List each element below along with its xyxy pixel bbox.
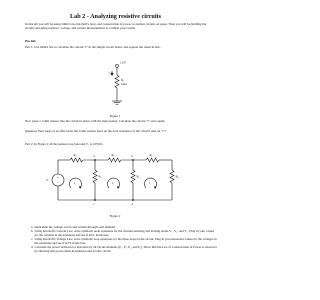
task-item-a: a. Determine the voltage across and current through each element. bbox=[34, 226, 218, 230]
resistor-r5 bbox=[146, 158, 159, 162]
node-label-c: c bbox=[93, 202, 95, 206]
task-list bbox=[25, 226, 218, 255]
resistor-name-label: R₁ bbox=[121, 78, 125, 82]
resistor-r1 bbox=[70, 158, 83, 162]
resistor-value-label: 1kΩ bbox=[121, 82, 127, 86]
r2-label: R₂ bbox=[98, 174, 102, 179]
loop-arrowhead-2 bbox=[117, 186, 120, 189]
loop-arrowhead-3 bbox=[154, 186, 157, 189]
resistor-r3 bbox=[108, 158, 121, 162]
r5-label: R₅ bbox=[149, 153, 153, 157]
figure2-caption: Figure 2 bbox=[109, 214, 121, 218]
r4-label: R₄ bbox=[136, 174, 140, 179]
node-dot-c bbox=[94, 199, 96, 201]
node-label-a: a bbox=[93, 153, 95, 158]
resistor-r4 bbox=[131, 170, 135, 183]
task-item-c: c. Using Kirchoff's Voltage Law, write symbolic loop equations for the three loops in the circuit. Plug in your measured values for the voltages in the equations and see if KVL holds true. bbox=[34, 238, 218, 246]
node-dot-b bbox=[132, 159, 134, 161]
task-item-d: d. Calculate the power delivered or absorbed by all circuit elements (P₁, P₂, P₃, and P₄). Show that the Law of Conservation of Power is observed by showing that power sums in sinusoid state for the circuit. bbox=[34, 246, 218, 254]
part1b-paragraph: Now place a 1ohm resistor into the circuit in series with the 1kΩ resistor. Calculate the current "i" once again. bbox=[25, 119, 166, 123]
question-paragraph: Question: How large of an effect does the 1ohm resistor have on the total resistance of the circuit? And on "i"? bbox=[25, 129, 166, 133]
source-minus: − bbox=[57, 181, 60, 186]
source-terminal bbox=[116, 65, 119, 68]
current-arrowhead bbox=[108, 70, 113, 75]
figure2-circuit bbox=[40, 150, 190, 212]
figure1-caption: Figure 1 bbox=[109, 114, 121, 118]
r6-label: R₆ bbox=[175, 174, 179, 179]
resistor-r1 bbox=[115, 75, 119, 88]
node-label-b: b bbox=[131, 153, 134, 158]
intro-paragraph: In this lab you will be using Ohm's law, Kirchoff's laws, and conservation of power to analyze circuits on paper. Then you will be building the circuits and using resistors, voltage, and current measurements to confirm your results. bbox=[25, 22, 207, 30]
resistor-r6 bbox=[170, 170, 174, 183]
node-dot-a bbox=[94, 159, 96, 161]
source-plus: + bbox=[56, 175, 59, 180]
r1-label: R₁ bbox=[73, 153, 77, 157]
part2-paragraph: Part 2: In Figure 2 all the resistors are 1kΩ and V₁ is 10VDC. bbox=[25, 142, 104, 146]
loop-label-3: i₃ bbox=[149, 181, 151, 185]
prelab-heading: Pre-lab: bbox=[25, 39, 37, 43]
r3-label: R₃ bbox=[111, 153, 115, 157]
loop-arrowhead-1 bbox=[79, 186, 82, 189]
page-title: Lab 2 - Analyzing resistive circuits bbox=[69, 13, 162, 20]
loop-label-1: i₁ bbox=[74, 181, 76, 185]
ground-icon bbox=[112, 101, 122, 104]
part1-paragraph: Part 1: Use Ohm's law to calculate the current "i" in the simple circuit below and express the result in mA. bbox=[25, 45, 161, 49]
source-label: V₁ bbox=[46, 178, 50, 182]
node-label-d: d bbox=[131, 202, 134, 206]
resistor-r2 bbox=[93, 170, 97, 183]
figure1-circuit bbox=[85, 57, 145, 113]
node-dot-d bbox=[132, 199, 134, 201]
task-item-b: b. Using Kirchoff's Current Law, write symbolic node equations for the currents entering and leaving nodes V₁, V₂, and V₃. Plug in your values for the currents in the equations and see if KCL holds true. bbox=[34, 230, 218, 238]
loop-label-2: i₂ bbox=[112, 181, 114, 185]
current-label: i bbox=[108, 70, 110, 75]
source-label: 12V bbox=[120, 60, 126, 65]
